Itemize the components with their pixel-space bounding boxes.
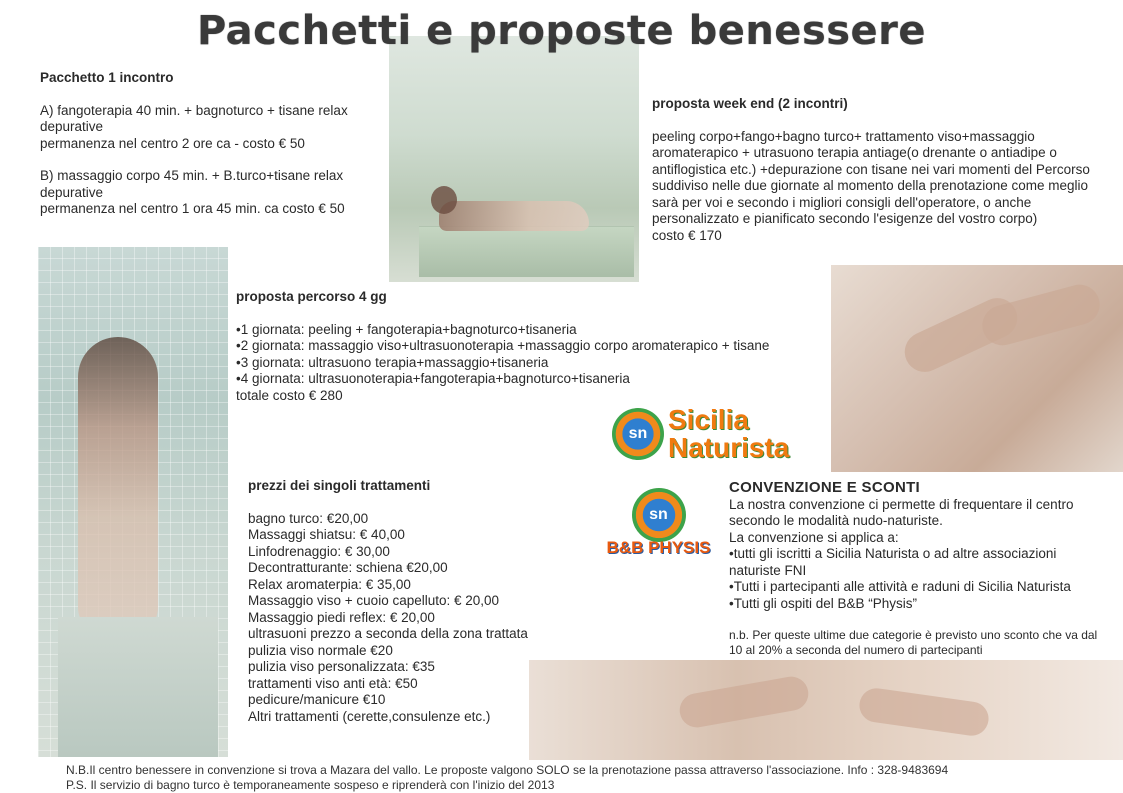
convenzione-item: •Tutti gli ospiti del B&B “Physis” (729, 595, 918, 611)
bb-physis-logo (596, 488, 721, 568)
weekend-section (652, 96, 1092, 244)
price-item: Massaggio piedi reflex: € 20,00 (248, 609, 435, 625)
price-item: Massaggio viso + cuoio capelluto: € 20,00 (248, 593, 500, 608)
convenzione-intro: La nostra convenzione ci permette di frequentare il centro secondo le modalità nudo-naturiste. (729, 496, 1074, 528)
convenzione-applies: La convenzione si applica a: (729, 529, 899, 545)
weekend-cost: costo € 170 (652, 227, 722, 243)
package-1a-line: A) fangoterapia 40 min. + bagnoturco + tisane relax depurative (40, 102, 348, 134)
percorso-heading: proposta percorso 4 gg (236, 289, 387, 304)
tiled-seat (58, 617, 218, 757)
price-item: Decontratturante: schiena €20,00 (248, 560, 448, 575)
price-item: Altri trattamenti (cerette,consulenze etc.) (248, 708, 491, 724)
convenzione-heading: CONVENZIONE E SCONTI (729, 479, 921, 496)
footer-line-1: N.B.Il centro benessere in convenzione si trova a Mazara del vallo. Le proposte valgono SOLO se la prenotazione passa attraverso l'associazione. Info : 328-9483694 (66, 763, 949, 777)
percorso-total: totale costo € 280 (236, 387, 343, 403)
reclining-figure (439, 201, 589, 231)
figure-head (431, 186, 457, 214)
sicilia-naturista-wordmark: Sicilia Naturista (668, 404, 790, 463)
back-massage-photo (831, 265, 1123, 472)
massage-strip-photo (529, 660, 1123, 760)
package-1-section (40, 70, 385, 218)
seated-figure (78, 337, 158, 637)
price-item: pulizia viso personalizzata: €35 (248, 659, 435, 674)
convenzione-item: •tutti gli iscritti a Sicilia Naturista o ad altre associazioni naturiste FNI (729, 546, 1057, 578)
price-item: bagno turco: €20,00 (248, 510, 369, 526)
package-1b-line: B) massaggio corpo 45 min. + B.turco+tisane relax depurative (40, 168, 344, 200)
massage-hand (857, 686, 990, 738)
weekend-description: peeling corpo+fango+bagno turco+ trattamento viso+massaggio aromaterapico + utrasuono terapia antiage(o drenante o antiadipe o antiflogistica etc.) +depurazione con tisane nei vari momenti del Percorso suddiviso nelle due giornate al momento della prenotazione come meglio sarà per voi e secondo i migliori consigli dell'operatore, o anche personalizzato e pianificato secondo l'esigenze del vostro corpo) (652, 128, 1090, 226)
page-title: Pacchetti e proposte benessere (196, 8, 927, 54)
price-item: Linfodrenaggio: € 30,00 (248, 543, 390, 559)
price-item: Relax aromaterpia: € 35,00 (248, 576, 411, 592)
steam-bench (419, 226, 634, 277)
price-item: trattamenti viso anti età: €50 (248, 675, 418, 691)
weekend-heading: proposta week end (2 incontri) (652, 96, 848, 111)
percorso-day-2: •2 giornata: massaggio viso+ultrasuonoterapia +massaggio corpo aromaterapico + tisane (236, 338, 770, 353)
convenzione-item: •Tutti i partecipanti alle attività e raduni di Sicilia Naturista (729, 579, 1071, 594)
steam-room-photo (389, 36, 639, 282)
massage-hand (677, 674, 811, 730)
price-item: ultrasuoni prezzo a seconda della zona trattata (248, 626, 528, 641)
percorso-day-3: •3 giornata: ultrasuono terapia+massaggio+tisaneria (236, 354, 549, 370)
percorso-day-1: •1 giornata: peeling + fangoterapia+bagnoturco+tisaneria (236, 321, 577, 337)
turkish-bath-photo (38, 247, 228, 757)
footer-line-2: P.S. Il servizio di bagno turco è temporaneamente sospeso e riprenderà con l'inizio del 2013 (66, 778, 555, 792)
convenzione-section (729, 480, 1109, 658)
footer-notes (66, 763, 948, 793)
prices-section (248, 478, 548, 725)
price-item: pulizia viso normale €20 (248, 642, 393, 658)
massage-hand (978, 280, 1104, 350)
sn-sun-icon: sn (632, 488, 686, 542)
package-1b-duration: permanenza nel centro 1 ora 45 min. ca costo € 50 (40, 201, 345, 216)
package-1a-duration: permanenza nel centro 2 ore ca - costo € 50 (40, 135, 305, 151)
package-1-heading: Pacchetto 1 incontro (40, 70, 174, 85)
bb-physis-wordmark: B&B PHYSIS (606, 538, 711, 557)
prices-heading: prezzi dei singoli trattamenti (248, 478, 431, 493)
price-item: pedicure/manicure €10 (248, 692, 386, 707)
percorso-day-4: •4 giornata: ultrasuonoterapia+fangoterapia+bagnoturco+tisaneria (236, 371, 630, 386)
convenzione-note: n.b. Per queste ultime due categorie è previsto uno sconto che va dal 10 al 20% a seconda del numero di partecipanti (729, 628, 1098, 657)
sn-sun-icon: sn (612, 408, 664, 460)
sicilia-naturista-logo (612, 396, 812, 472)
price-item: Massaggi shiatsu: € 40,00 (248, 527, 405, 542)
percorso-section (236, 289, 826, 404)
